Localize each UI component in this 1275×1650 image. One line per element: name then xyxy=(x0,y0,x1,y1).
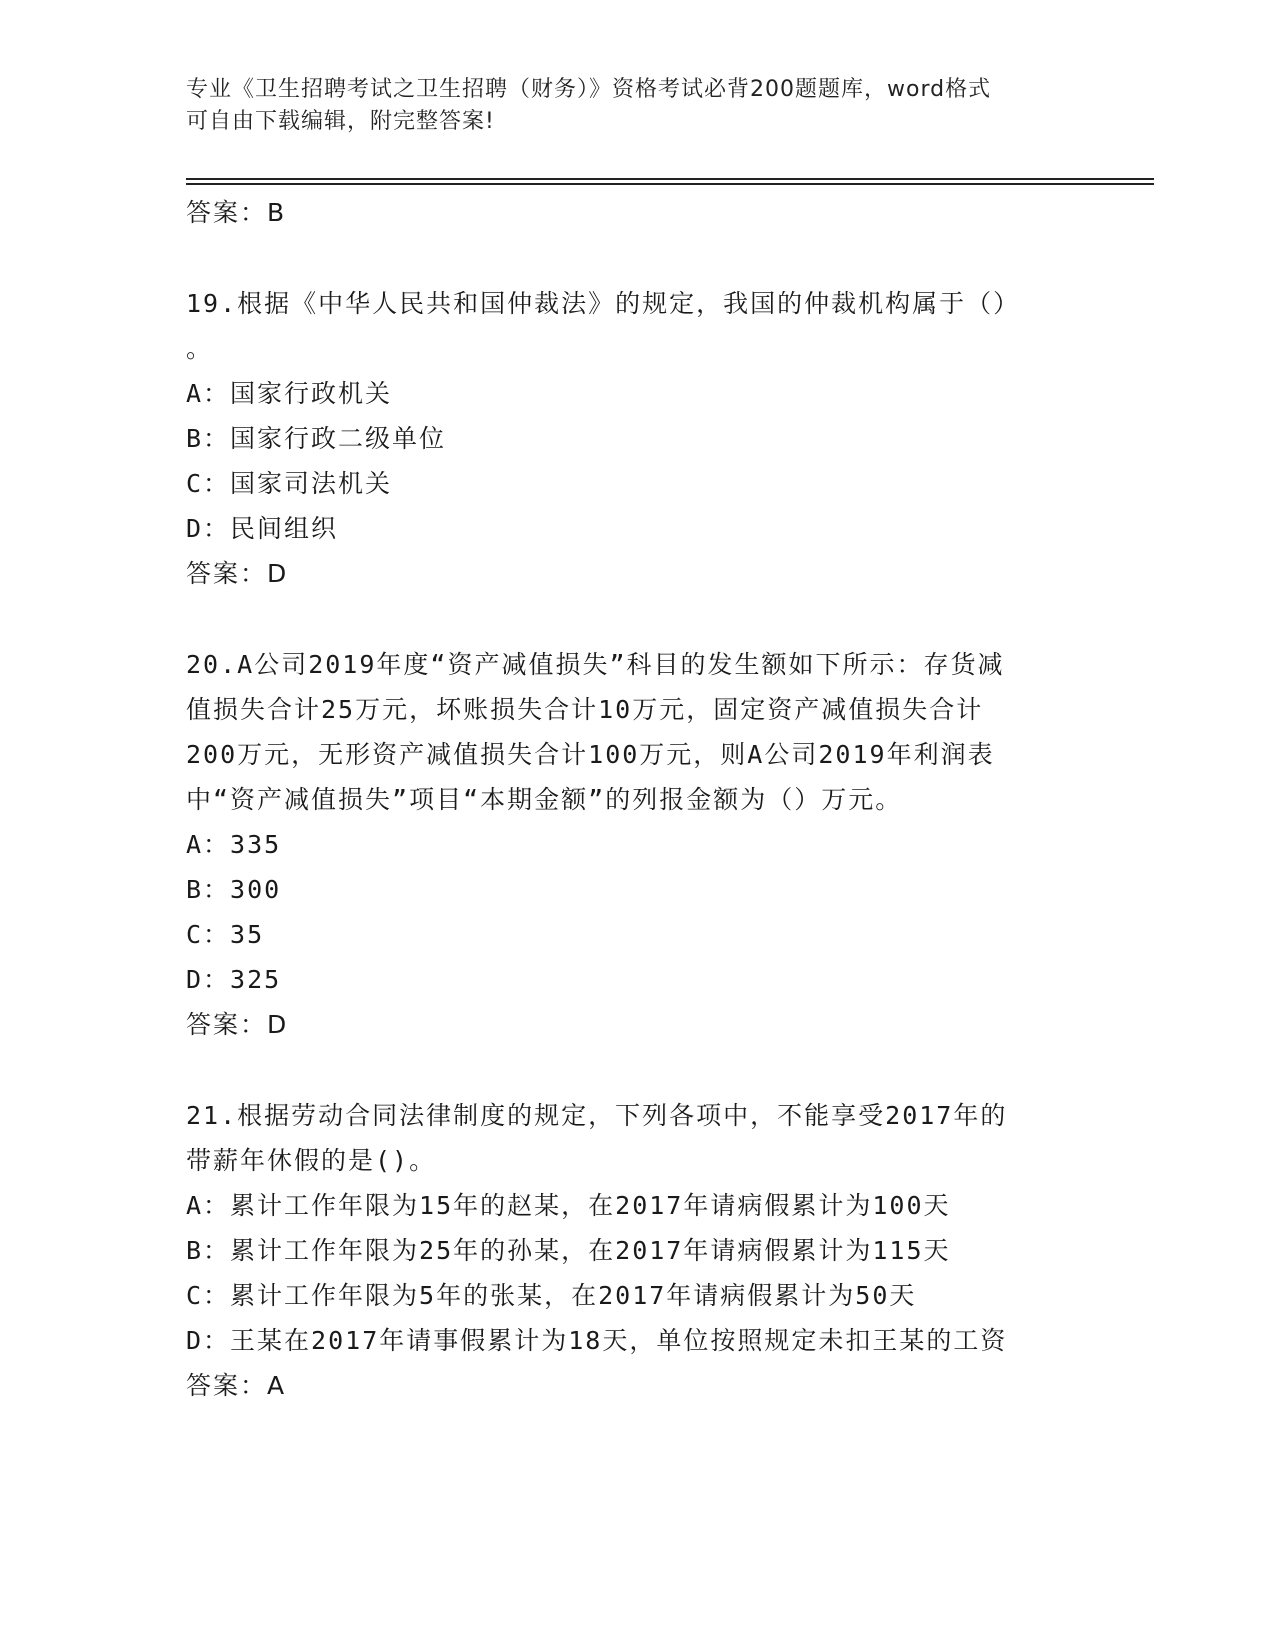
question-text-line: 19.根据《中华人民共和国仲裁法》的规定，我国的仲裁机构属于（） xyxy=(186,289,1021,318)
question-text-line: 值损失合计25万元，坏账损失合计10万元，固定资产减值损失合计 xyxy=(186,695,984,724)
option-a: A：335 xyxy=(186,830,282,859)
option-b: B：国家行政二级单位 xyxy=(186,424,447,453)
option-d: D：民间组织 xyxy=(186,514,339,543)
option-c: C：国家司法机关 xyxy=(186,469,393,498)
spacer xyxy=(186,596,1086,642)
answer-label: 答案：A xyxy=(186,1371,287,1400)
option-c: C：35 xyxy=(186,920,265,949)
option-c: C：累计工作年限为5年的张某，在2017年请病假累计为50天 xyxy=(186,1281,917,1310)
option-a: A：国家行政机关 xyxy=(186,379,393,408)
option-d: D：325 xyxy=(186,965,282,994)
question-19 xyxy=(186,281,1086,596)
question-text-line: 带薪年休假的是()。 xyxy=(186,1146,437,1175)
option-d: D：王某在2017年请事假累计为18天，单位按照规定未扣王某的工资 xyxy=(186,1326,1008,1355)
previous-answer: 答案：B xyxy=(186,198,287,227)
question-text-line: 20.A公司2019年度“资产减值损失”科目的发生额如下所示：存货减 xyxy=(186,650,1005,679)
question-21 xyxy=(186,1093,1086,1408)
question-text-line: 。 xyxy=(186,334,214,363)
header-line-1: 专业《卫生招聘考试之卫生招聘（财务）》资格考试必背200题题库，word格式 xyxy=(186,77,992,102)
question-text-line: 200万元，无形资产减值损失合计100万元，则A公司2019年利润表 xyxy=(186,740,995,769)
spacer xyxy=(186,235,1086,281)
question-text-line: 21.根据劳动合同法律制度的规定，下列各项中，不能享受2017年的 xyxy=(186,1101,1008,1130)
option-a: A：累计工作年限为15年的赵某，在2017年请病假累计为100天 xyxy=(186,1191,951,1220)
answer-label: 答案：D xyxy=(186,1010,289,1039)
spacer xyxy=(186,1047,1086,1093)
question-content xyxy=(186,190,1086,1408)
question-20 xyxy=(186,642,1086,1047)
answer-label: 答案：D xyxy=(186,559,289,588)
header-rule-top xyxy=(186,178,1154,180)
document-header xyxy=(186,74,1086,138)
option-b: B：累计工作年限为25年的孙某，在2017年请病假累计为115天 xyxy=(186,1236,951,1265)
question-text-line: 中“资产减值损失”项目“本期金额”的列报金额为（）万元。 xyxy=(186,785,903,814)
header-line-2: 可自由下载编辑，附完整答案! xyxy=(186,109,495,134)
header-rule-bottom xyxy=(186,183,1154,185)
option-b: B：300 xyxy=(186,875,282,904)
